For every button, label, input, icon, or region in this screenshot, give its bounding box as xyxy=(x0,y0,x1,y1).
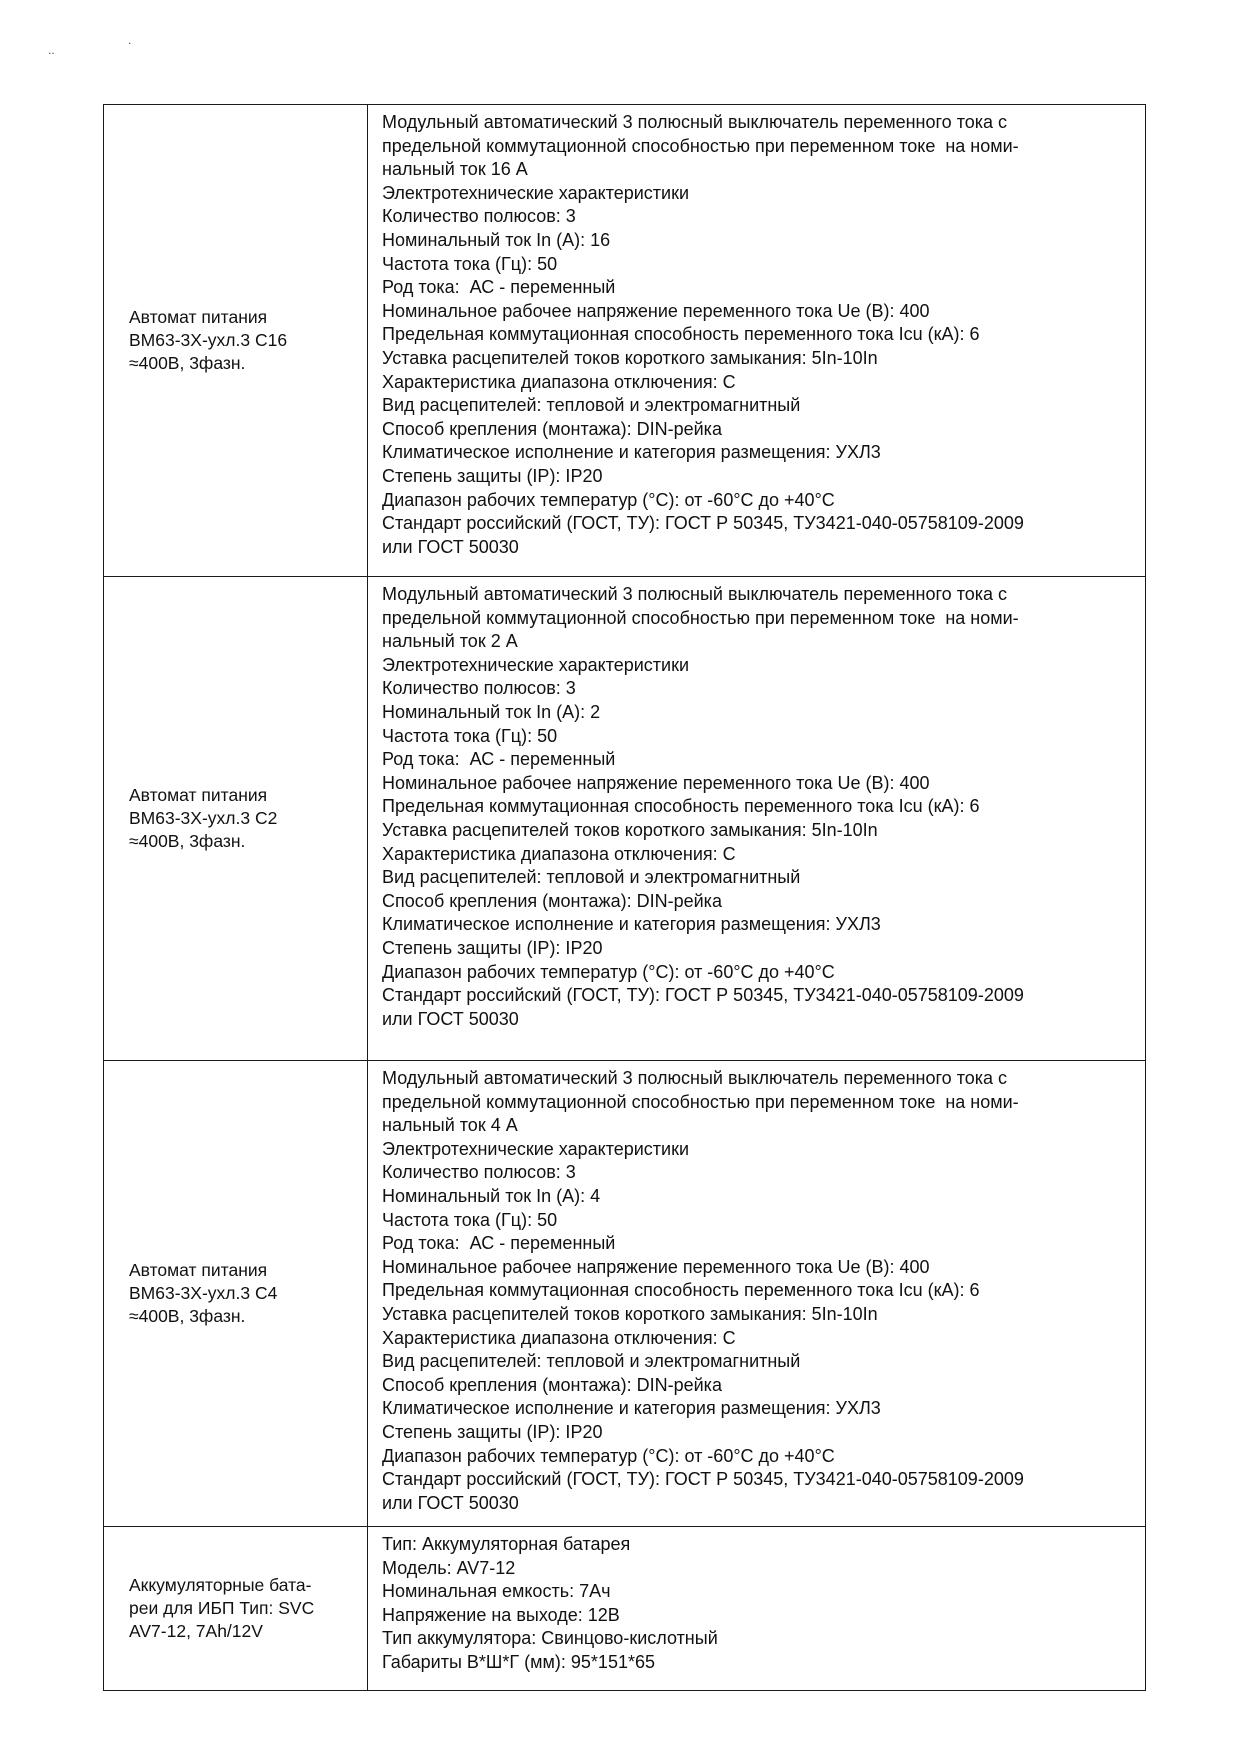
item-spec-line: нальный ток 16 А xyxy=(382,159,528,180)
item-spec-line: Степень защиты (IP): IP20 xyxy=(382,937,603,958)
item-spec-line: предельной коммутационной способностью при переменном токе на номи- xyxy=(382,1091,1019,1112)
scan-artifact-mark: . xyxy=(128,33,132,47)
table-row xyxy=(104,1061,1146,1527)
item-spec-line: Климатическое исполнение и категория размещения: УХЛ3 xyxy=(382,1398,881,1419)
item-spec-line: Тип аккумулятора: Свинцово-кислотный xyxy=(382,1628,718,1649)
item-name-line: ≈400В, 3фазн. xyxy=(129,1306,246,1326)
item-spec-line: Номинальный ток In (А): 4 xyxy=(382,1185,601,1206)
item-name-line: ВМ63-3Х-ухл.3 С16 xyxy=(129,330,288,350)
item-spec-cell xyxy=(368,1061,1146,1527)
item-spec-line: Количество полюсов: 3 xyxy=(382,1162,576,1183)
item-spec-line: Частота тока (Гц): 50 xyxy=(382,725,558,746)
table-row xyxy=(104,1527,1146,1691)
item-spec-line: Способ крепления (монтажа): DIN-рейка xyxy=(382,1374,722,1395)
specification-table-body xyxy=(104,105,1146,1691)
item-spec-line: Характеристика диапазона отключения: С xyxy=(382,1327,736,1348)
item-name-cell xyxy=(104,1061,368,1527)
item-spec-line: Вид расцепителей: тепловой и электромагнитный xyxy=(382,867,801,888)
item-spec-line: Габариты В*Ш*Г (мм): 95*151*65 xyxy=(382,1651,655,1672)
item-spec-cell xyxy=(368,1527,1146,1691)
item-spec-line: Напряжение на выходе: 12В xyxy=(382,1604,620,1625)
item-spec-line: Модульный автоматический 3 полюсный выключатель переменного тока с xyxy=(382,1068,1008,1088)
item-spec-line: Климатическое исполнение и категория размещения: УХЛ3 xyxy=(382,442,881,463)
item-spec-line: или ГОСТ 50030 xyxy=(382,536,519,557)
item-spec-line: Уставка расцепителей токов короткого замыкания: 5In-10In xyxy=(382,819,878,840)
table-row xyxy=(104,577,1146,1061)
item-spec-line: Модульный автоматический 3 полюсный выключатель переменного тока с xyxy=(382,112,1008,132)
item-spec-line: Электротехнические характеристики xyxy=(382,182,690,203)
table-row xyxy=(104,105,1146,577)
item-spec-line: Стандарт российский (ГОСТ, ТУ): ГОСТ Р 50345, ТУ3421-040-05758109-2009 xyxy=(382,1469,1024,1490)
item-spec-line: Уставка расцепителей токов короткого замыкания: 5In-10In xyxy=(382,1303,878,1324)
item-spec-line: Способ крепления (монтажа): DIN-рейка xyxy=(382,418,722,439)
item-spec-line: Предельная коммутационная способность переменного тока Icu (кА): 6 xyxy=(382,324,980,345)
item-spec-line: или ГОСТ 50030 xyxy=(382,1008,519,1029)
item-spec-line: Род тока: АС - переменный xyxy=(382,749,616,770)
item-spec-line: предельной коммутационной способностью при переменном токе на номи- xyxy=(382,607,1019,628)
item-spec-line: Электротехнические характеристики xyxy=(382,654,690,675)
item-name-cell xyxy=(104,577,368,1061)
specification-table xyxy=(103,104,1146,1691)
item-name-cell xyxy=(104,105,368,577)
item-spec-line: нальный ток 2 А xyxy=(382,631,518,652)
item-spec-line: Количество полюсов: 3 xyxy=(382,678,576,699)
item-spec-line: Диапазон рабочих температур (°С): от -60°С до +40°С xyxy=(382,961,835,982)
item-name-line: Автомат питания xyxy=(129,785,268,805)
scan-artifact-mark: .. xyxy=(48,43,55,57)
item-spec-line: Модель: AV7-12 xyxy=(382,1557,516,1578)
item-spec-line: Частота тока (Гц): 50 xyxy=(382,1209,558,1230)
item-spec-cell xyxy=(368,577,1146,1061)
item-spec-line: Номинальный ток In (А): 16 xyxy=(382,229,611,250)
item-spec-line: Характеристика диапазона отключения: С xyxy=(382,843,736,864)
item-spec-cell xyxy=(368,105,1146,577)
item-spec-line: Характеристика диапазона отключения: С xyxy=(382,371,736,392)
item-name-cell xyxy=(104,1527,368,1691)
item-spec-line: Вид расцепителей: тепловой и электромагнитный xyxy=(382,395,801,416)
item-name-line: ≈400В, 3фазн. xyxy=(129,353,246,373)
item-name-line: AV7-12, 7Ah/12V xyxy=(129,1621,263,1641)
item-name-line: Автомат питания xyxy=(129,307,268,327)
item-spec-line: Стандарт российский (ГОСТ, ТУ): ГОСТ Р 50345, ТУ3421-040-05758109-2009 xyxy=(382,513,1024,534)
item-spec-line: Предельная коммутационная способность переменного тока Icu (кА): 6 xyxy=(382,796,980,817)
item-spec-line: предельной коммутационной способностью при переменном токе на номи- xyxy=(382,135,1019,156)
item-spec-line: Номинальная емкость: 7Ач xyxy=(382,1581,611,1602)
item-spec-line: Уставка расцепителей токов короткого замыкания: 5In-10In xyxy=(382,347,878,368)
item-spec-line: Модульный автоматический 3 полюсный выключатель переменного тока с xyxy=(382,584,1008,604)
item-name-line: Автомат питания xyxy=(129,1260,268,1280)
item-spec-line: Номинальный ток In (А): 2 xyxy=(382,701,601,722)
item-spec-line: Степень защиты (IP): IP20 xyxy=(382,1421,603,1442)
item-spec-line: Вид расцепителей: тепловой и электромагнитный xyxy=(382,1351,801,1372)
item-spec-line: Род тока: АС - переменный xyxy=(382,277,616,298)
item-spec-line: Электротехнические характеристики xyxy=(382,1138,690,1159)
item-name-line: ВМ63-3Х-ухл.3 С4 xyxy=(129,1283,278,1303)
item-spec-line: Диапазон рабочих температур (°С): от -60°С до +40°С xyxy=(382,489,835,510)
item-spec-line: Степень защиты (IP): IP20 xyxy=(382,465,603,486)
item-spec-line: Тип: Аккумуляторная батарея xyxy=(382,1534,631,1554)
item-name-line: ≈400В, 3фазн. xyxy=(129,831,246,851)
item-spec-line: Частота тока (Гц): 50 xyxy=(382,253,558,274)
item-spec-line: или ГОСТ 50030 xyxy=(382,1492,519,1513)
item-name-line: Аккумуляторные бата- xyxy=(129,1575,312,1595)
item-spec-line: нальный ток 4 А xyxy=(382,1115,518,1136)
item-spec-line: Род тока: АС - переменный xyxy=(382,1233,616,1254)
item-spec-line: Номинальное рабочее напряжение переменного тока Ue (В): 400 xyxy=(382,772,930,793)
item-spec-line: Количество полюсов: 3 xyxy=(382,206,576,227)
item-spec-line: Номинальное рабочее напряжение переменного тока Ue (В): 400 xyxy=(382,1256,930,1277)
item-name-line: реи для ИБП Тип: SVC xyxy=(129,1598,315,1618)
item-spec-line: Предельная коммутационная способность переменного тока Icu (кА): 6 xyxy=(382,1280,980,1301)
item-spec-line: Климатическое исполнение и категория размещения: УХЛ3 xyxy=(382,914,881,935)
item-spec-line: Номинальное рабочее напряжение переменного тока Ue (В): 400 xyxy=(382,300,930,321)
item-spec-line: Способ крепления (монтажа): DIN-рейка xyxy=(382,890,722,911)
item-name-line: ВМ63-3Х-ухл.3 С2 xyxy=(129,808,278,828)
item-spec-line: Диапазон рабочих температур (°С): от -60°С до +40°С xyxy=(382,1445,835,1466)
item-spec-line: Стандарт российский (ГОСТ, ТУ): ГОСТ Р 50345, ТУ3421-040-05758109-2009 xyxy=(382,985,1024,1006)
